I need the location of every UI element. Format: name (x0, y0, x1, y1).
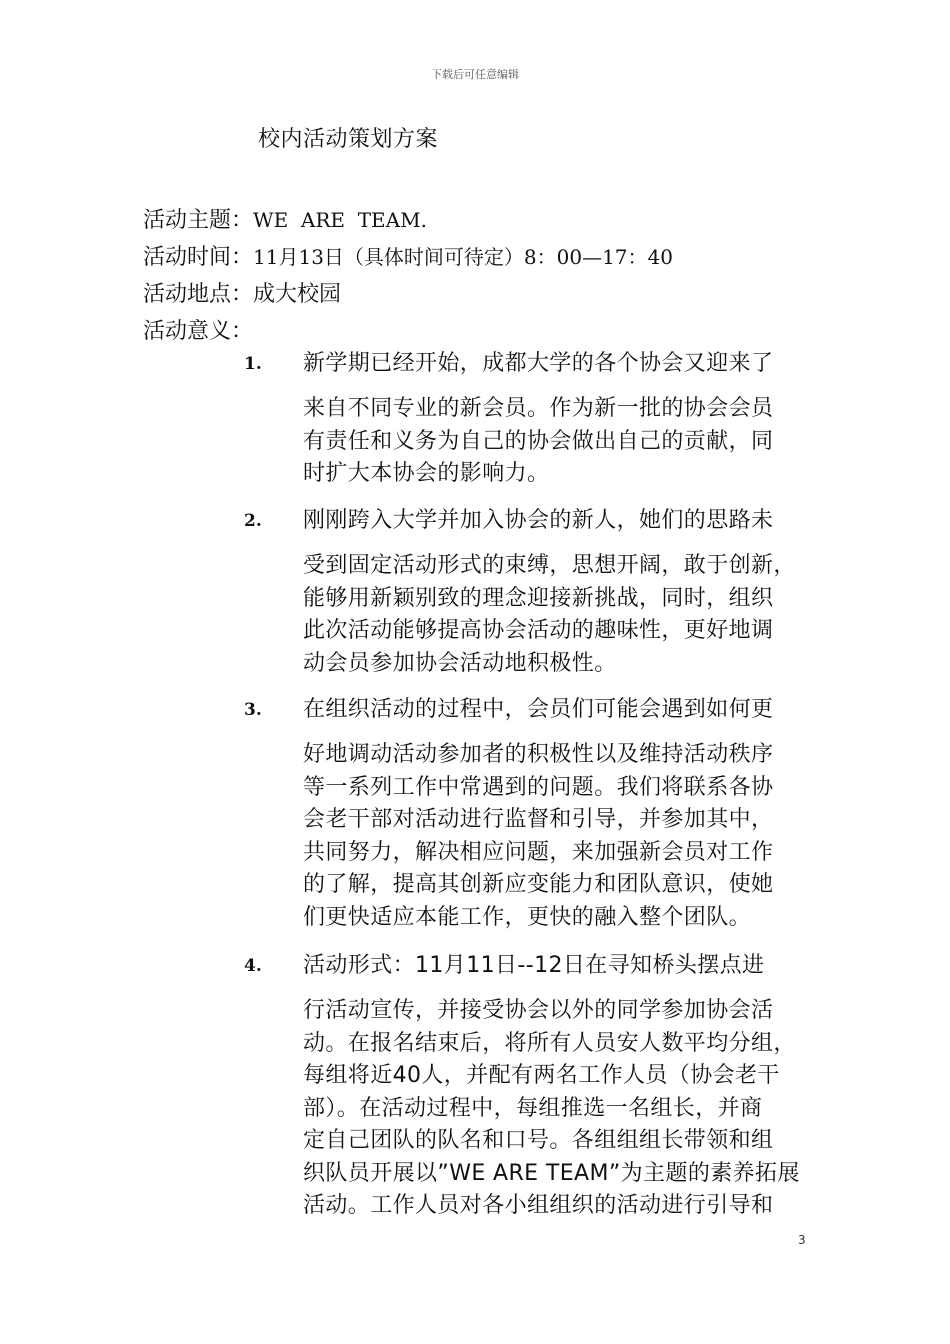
item-line: 受到固定活动形式的束缚，思想开阔，敢于创新， (303, 553, 796, 578)
info-label: 活动意义： (143, 319, 254, 344)
item-line: 动。在报名结束后，将所有人员安人数平均分组， (303, 1030, 796, 1056)
list-item (244, 947, 814, 1227)
item-text (303, 739, 813, 934)
item-number: 1. (244, 354, 262, 374)
item-number: 4. (244, 956, 262, 976)
item-number: 2. (244, 511, 262, 531)
item-line: 此次活动能够提高协会活动的趣味性，更好地调 (303, 618, 774, 643)
list-item (244, 502, 814, 682)
item-line: 的了解，提高其创新应变能力和团队意识，使她 (303, 872, 774, 897)
info-label: 活动时间： (143, 245, 254, 270)
page-number: 3 (798, 1233, 806, 1247)
item-line: 们更快适应本能工作，更快的融入整个团队。 (303, 904, 752, 930)
item-line: 每组将近40人，并配有两名工作人员（协会老干 (303, 1063, 780, 1088)
item-first-line: 新学期已经开始，成都大学的各个协会又迎来了 (303, 351, 774, 376)
activity-info (143, 202, 673, 350)
item-text (303, 550, 813, 680)
item-first-line: 在组织活动的过程中，会员们可能会遇到如何更 (303, 697, 774, 722)
list-item (244, 345, 814, 495)
item-line: 等一系列工作中常遇到的问题。我们将联系各协 (303, 774, 774, 800)
item-text (303, 393, 813, 491)
info-time (143, 239, 673, 276)
item-first-line: 刚刚跨入大学并加入协会的新人，她们的思路未 (303, 508, 774, 533)
item-line: 时扩大本协会的影响力。 (303, 461, 550, 486)
item-line: 有责任和义务为自己的协会做出自己的贡献，同 (303, 428, 774, 454)
item-number: 3. (244, 700, 262, 720)
item-line: 行活动宣传，并接受协会以外的同学参加协会活 (303, 998, 774, 1023)
item-line: 会老干部对活动进行监督和引导，并参加其中， (303, 807, 774, 832)
info-label: 活动主题： (143, 208, 254, 233)
item-line: 动会员参加协会活动地积极性。 (303, 650, 617, 676)
header-note: 下载后可任意编辑 (431, 68, 519, 81)
info-location (143, 276, 673, 313)
item-text (303, 995, 813, 1223)
list-item (244, 691, 814, 936)
item-line: 定自己团队的队名和口号。各组组组长带领和组 (303, 1128, 774, 1153)
info-value: 11月13日（具体时间可待定）8：00—17：40 (253, 245, 673, 269)
item-line: 好地调动活动参加者的积极性以及维持活动秩序 (303, 742, 774, 767)
item-line: 能够用新颖别致的理念迎接新挑战，同时，组织 (303, 585, 774, 611)
info-label: 活动地点： (143, 282, 254, 307)
item-line: 活动。工作人员对各小组组织的活动进行引导和 (303, 1193, 774, 1218)
document-title: 校内活动策划方案 (258, 127, 439, 152)
item-line: 部）。在活动过程中，每组推选一名组长，并商 (303, 1095, 763, 1121)
info-value: 成大校园 (253, 282, 342, 307)
item-first-line: 活动形式：11月11日--12日在寻知桥头摆点进 (303, 953, 765, 978)
info-theme (143, 202, 673, 239)
item-line: 共同努力，解决相应问题，来加强新会员对工作 (303, 839, 774, 865)
item-line: 织队员开展以”WE ARE TEAM”为主题的素养拓展 (303, 1160, 800, 1186)
item-line: 来自不同专业的新会员。作为新一批的协会会员 (303, 396, 774, 421)
info-value: WE ARE TEAM. (253, 208, 427, 232)
